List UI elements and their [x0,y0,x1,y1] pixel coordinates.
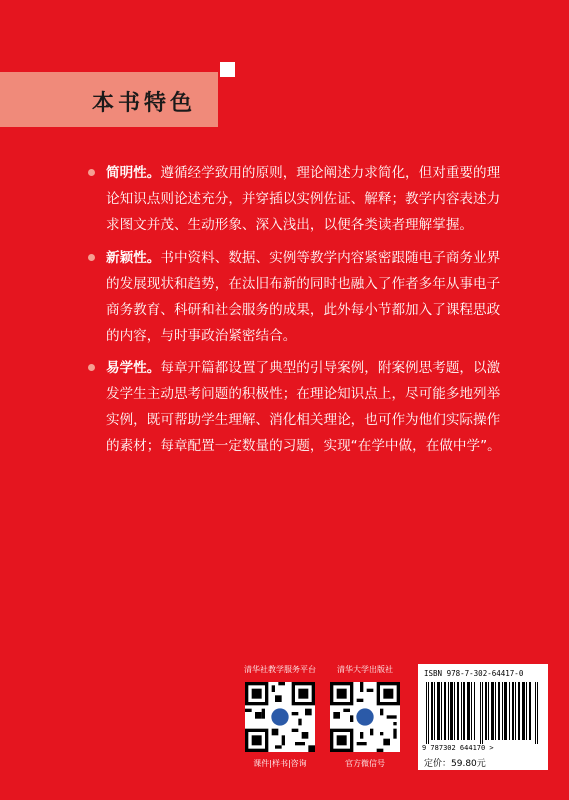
price-label: 定价：59.80元 [424,759,486,769]
bullet-icon [88,254,95,261]
qr-code-icon[interactable] [330,682,400,752]
feature-term: 易学性。 [106,360,161,376]
bullet-icon [88,364,95,371]
section-title: 本书特色 [92,91,197,116]
feature-term: 简明性。 [106,165,161,181]
feature-item [88,355,508,459]
qr-code-icon[interactable] [245,682,315,752]
feature-item [88,245,508,349]
qr-teaching-platform [241,664,319,770]
barcode-number: 9 787302 644170 > [422,744,494,752]
isbn-label: ISBN 978-7-302-64417-0 [424,669,524,678]
feature-body: 每章开篇都设置了典型的引导案例，附案例思考题，以激发学生主动思考问题的积极性；在理论知识点上，尽可能多地列举实例，既可帮助学生理解、消化相关理论，也可作为他们实际操作的素材；每章配置一定数量的习题，实现“在学中做，在做中学”。 [106,360,501,454]
qr-wechat-official [326,664,404,770]
isbn-barcode-box [418,664,548,770]
feature-body: 书中资料、数据、实例等教学内容紧密跟随电子商务业界的发展现状和趋势，在汰旧布新的同时也融入了作者多年从事电子商务教育、科研和社会服务的成果，此外每小节都加入了课程思政的内容，与时事政治紧密结合。 [106,250,501,344]
feature-body: 遵循经学致用的原则，理论阐述力求简化，但对重要的理论知识点则论述充分，并穿插以实例佐证、解释；教学内容表述力求图文并茂、生动形象、深入浅出，以便各类读者理解掌握。 [106,165,501,233]
feature-item [88,160,508,238]
qr-caption: 清华大学出版社 [337,665,393,674]
qr-subcaption: 课件|样书|咨询 [253,759,307,768]
feature-term: 新颖性。 [106,250,161,266]
qr-caption: 清华社教学服务平台 [244,665,316,674]
barcode-icon [424,682,542,744]
bullet-icon [88,169,95,176]
qr-subcaption: 官方微信号 [345,759,385,768]
decorative-square [220,62,235,77]
